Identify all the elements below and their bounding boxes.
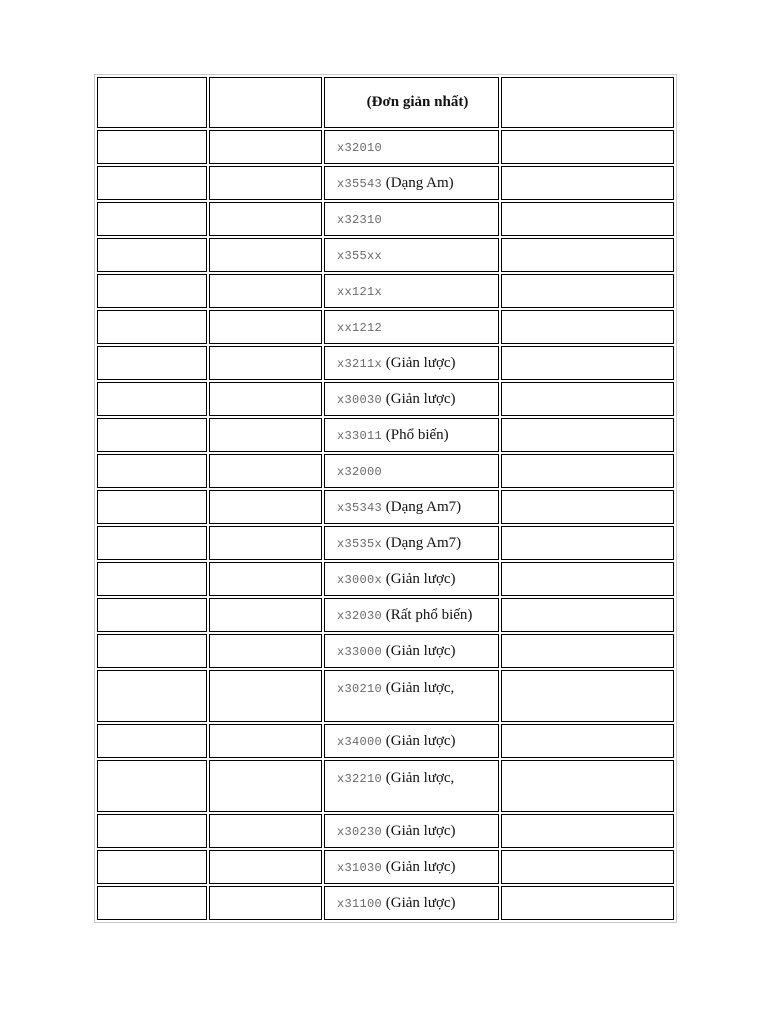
empty-cell [501, 166, 674, 200]
chord-note: (Giản lược) [382, 354, 456, 371]
empty-cell [97, 850, 207, 884]
empty-cell [97, 418, 207, 452]
empty-cell [501, 814, 674, 848]
empty-cell [97, 274, 207, 308]
empty-cell [209, 382, 322, 416]
empty-cell [501, 760, 674, 812]
empty-cell [209, 238, 322, 272]
empty-cell [209, 634, 322, 668]
table-row [97, 274, 674, 308]
empty-cell [501, 490, 674, 524]
chord-cell [324, 670, 499, 722]
empty-cell [97, 562, 207, 596]
chord-code: x35543 [337, 176, 383, 191]
chord-cell [324, 526, 499, 560]
chord-cell [324, 490, 499, 524]
chord-code: x3000x [337, 572, 383, 587]
chord-cell [324, 382, 499, 416]
chord-cell [324, 310, 499, 344]
empty-cell [501, 310, 674, 344]
chord-note: (Phổ biến) [382, 426, 449, 443]
table-row [97, 724, 674, 758]
chord-note: (Giản lược) [382, 570, 456, 587]
table-row [97, 490, 674, 524]
chord-note: (Giản lược, [382, 680, 455, 696]
chord-code: x35343 [337, 500, 383, 515]
chord-cell [324, 130, 499, 164]
empty-cell [501, 526, 674, 560]
chord-note: (Giản lược) [382, 732, 456, 749]
empty-cell [501, 886, 674, 920]
empty-cell [97, 814, 207, 848]
chord-code: x33011 [337, 428, 383, 443]
empty-cell [97, 724, 207, 758]
chord-cell [324, 814, 499, 848]
chord-note: (Dạng Am7) [382, 534, 462, 551]
chord-note: (Giản lược) [382, 642, 456, 659]
empty-cell [501, 562, 674, 596]
chord-note: (Rất phổ biến) [382, 606, 473, 623]
chord-cell [324, 418, 499, 452]
empty-cell [209, 130, 322, 164]
empty-cell [209, 814, 322, 848]
chord-code: x32010 [337, 140, 383, 155]
table-row [97, 418, 674, 452]
table-row [97, 130, 674, 164]
chord-code: x355xx [337, 248, 383, 263]
chord-code: xx1212 [337, 320, 383, 335]
empty-cell [97, 598, 207, 632]
empty-cell [209, 670, 322, 722]
header-cell-2 [209, 77, 322, 128]
chord-cell [324, 598, 499, 632]
empty-cell [501, 382, 674, 416]
empty-cell [501, 346, 674, 380]
empty-cell [501, 598, 674, 632]
empty-cell [97, 310, 207, 344]
chord-cell [324, 238, 499, 272]
empty-cell [501, 238, 674, 272]
chord-cell [324, 166, 499, 200]
chord-code: x3211x [337, 356, 383, 371]
empty-cell [209, 166, 322, 200]
chord-table [94, 74, 677, 923]
empty-cell [501, 724, 674, 758]
empty-cell [209, 760, 322, 812]
table-row [97, 814, 674, 848]
empty-cell [501, 202, 674, 236]
table-row [97, 166, 674, 200]
table-row [97, 346, 674, 380]
chord-code: x31030 [337, 860, 383, 875]
empty-cell [209, 202, 322, 236]
chord-code: x32210 [337, 772, 383, 786]
table-row [97, 670, 674, 722]
empty-cell [209, 346, 322, 380]
empty-cell [97, 670, 207, 722]
chord-code: x30210 [337, 682, 383, 696]
table-row [97, 562, 674, 596]
table-row [97, 238, 674, 272]
table-row [97, 382, 674, 416]
chord-code: x32310 [337, 212, 383, 227]
empty-cell [501, 418, 674, 452]
empty-cell [97, 166, 207, 200]
table-row [97, 634, 674, 668]
empty-cell [97, 346, 207, 380]
empty-cell [501, 130, 674, 164]
chord-note: (Giản lược, [382, 770, 455, 786]
chord-note: (Giản lược) [382, 822, 456, 839]
chord-code: x33000 [337, 644, 383, 659]
chord-code: x34000 [337, 734, 383, 749]
chord-code: x32030 [337, 608, 383, 623]
chord-code: x32000 [337, 464, 383, 479]
empty-cell [501, 274, 674, 308]
chord-code: x30230 [337, 824, 383, 839]
empty-cell [97, 490, 207, 524]
empty-cell [209, 850, 322, 884]
chord-cell [324, 634, 499, 668]
header-cell-1 [97, 77, 207, 128]
empty-cell [97, 454, 207, 488]
empty-cell [209, 724, 322, 758]
chord-note: (Giản lược) [382, 858, 456, 875]
empty-cell [97, 382, 207, 416]
empty-cell [97, 202, 207, 236]
table-row [97, 526, 674, 560]
table-row [97, 310, 674, 344]
empty-cell [97, 238, 207, 272]
empty-cell [209, 526, 322, 560]
empty-cell [97, 634, 207, 668]
chord-note: (Dạng Am7) [382, 498, 462, 515]
header-cell-4 [501, 77, 674, 128]
empty-cell [97, 886, 207, 920]
empty-cell [209, 598, 322, 632]
empty-cell [209, 418, 322, 452]
table-row [97, 454, 674, 488]
chord-cell [324, 886, 499, 920]
chord-cell [324, 724, 499, 758]
header-cell-3: (Đơn giản nhất) [324, 77, 499, 128]
chord-code: x3535x [337, 536, 383, 551]
chord-cell [324, 760, 499, 812]
chord-note: (Giản lược) [382, 894, 456, 911]
table-row [97, 850, 674, 884]
chord-cell [324, 850, 499, 884]
empty-cell [209, 310, 322, 344]
empty-cell [501, 634, 674, 668]
empty-cell [209, 490, 322, 524]
empty-cell [97, 760, 207, 812]
chord-code: xx121x [337, 284, 383, 299]
chord-code: x30030 [337, 392, 383, 407]
empty-cell [209, 562, 322, 596]
empty-cell [97, 526, 207, 560]
empty-cell [501, 454, 674, 488]
chord-code: x31100 [337, 896, 383, 911]
empty-cell [97, 130, 207, 164]
chord-cell [324, 202, 499, 236]
chord-cell [324, 346, 499, 380]
empty-cell [209, 454, 322, 488]
chord-cell [324, 562, 499, 596]
table-row [97, 598, 674, 632]
chord-note: (Giản lược) [382, 390, 456, 407]
empty-cell [501, 670, 674, 722]
table-row [97, 760, 674, 812]
empty-cell [209, 886, 322, 920]
empty-cell [501, 850, 674, 884]
chord-cell [324, 454, 499, 488]
table-row [97, 202, 674, 236]
chord-note: (Dạng Am) [382, 174, 454, 191]
table-header-row [97, 77, 674, 128]
empty-cell [209, 274, 322, 308]
chord-cell [324, 274, 499, 308]
table-row [97, 886, 674, 920]
